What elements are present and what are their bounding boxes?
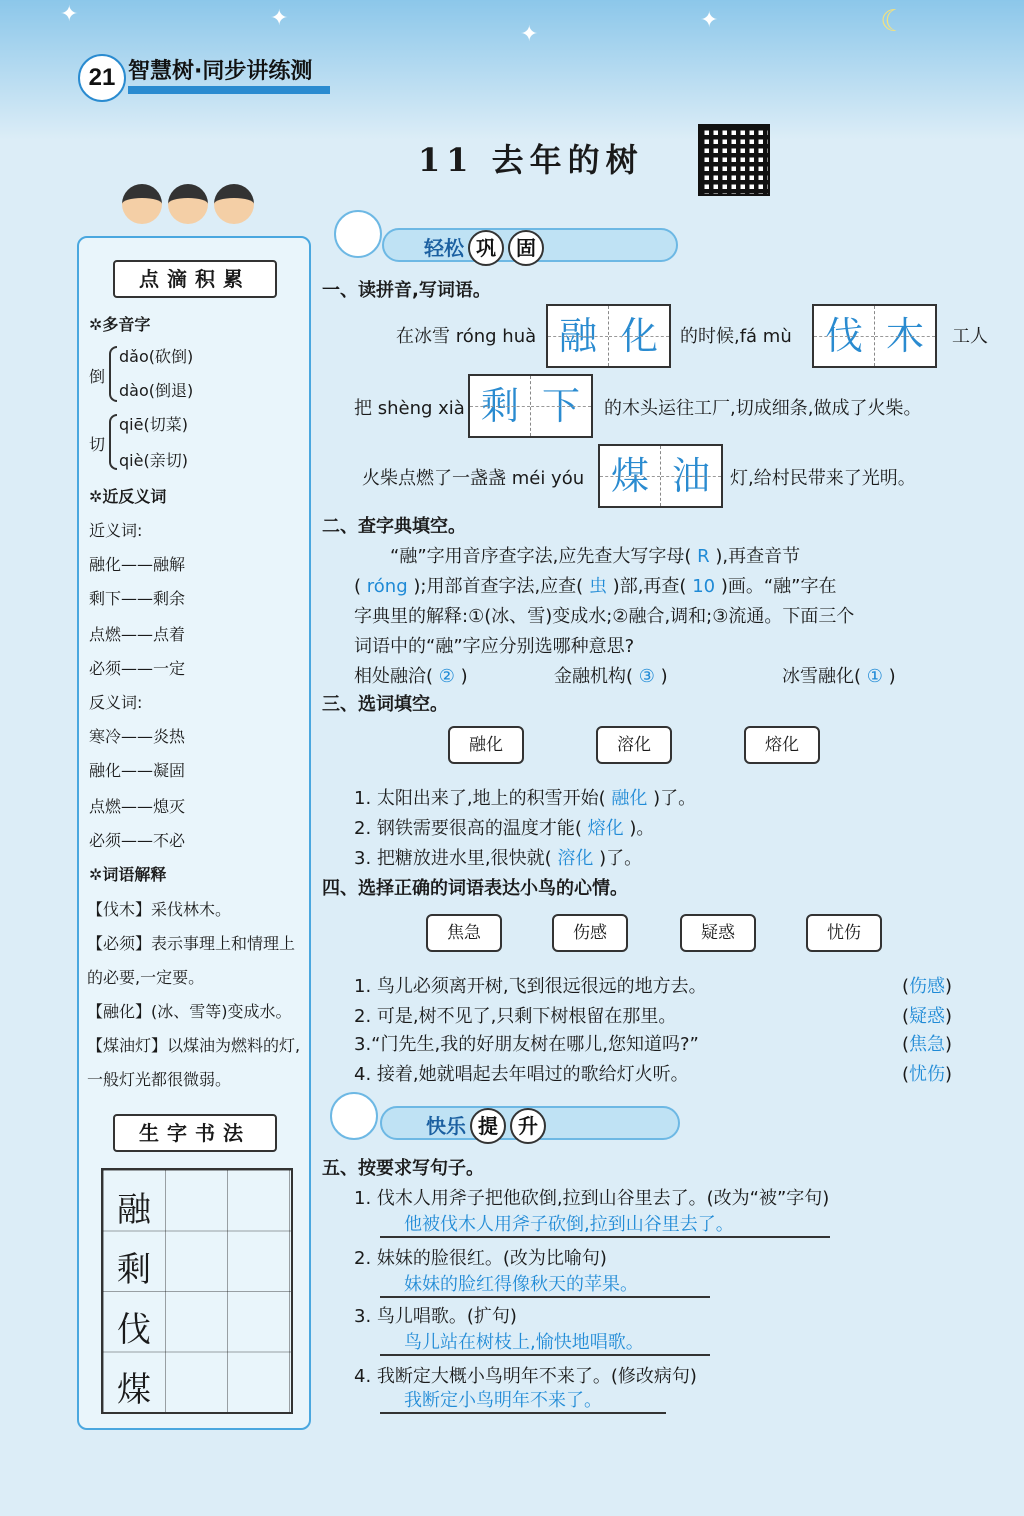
mood-option[interactable]: 忧伤	[806, 914, 882, 952]
q4-answer: (疑惑)	[902, 1006, 953, 1027]
q1-text: 把 shèng xià	[354, 398, 465, 419]
q1-text: 在冰雪 róng huà	[396, 326, 537, 347]
answer-syllable: róng	[366, 576, 408, 597]
q1-text: 的木头运往工厂,切成细条,做成了火柴。	[604, 398, 922, 419]
q3-item: 2. 钢铁需要很高的温度才能( 熔化 )。	[354, 818, 655, 839]
q4-item: 3.“门先生,我的好朋友树在哪儿,您知道吗?”	[354, 1034, 699, 1055]
star-icon: ✦	[270, 6, 289, 31]
definition-item: 【伐木】采伐林木。	[87, 900, 232, 919]
practice-char: 伐	[117, 1310, 151, 1350]
q2-word1: 相处融洽( ② )	[354, 666, 468, 687]
q2-line1: “融”字用音序查字法,应先查大写字母( R ),再查音节	[390, 546, 801, 567]
calligraphy-grid[interactable]	[101, 1168, 293, 1414]
star-icon: ✦	[520, 22, 539, 47]
antonym-pair: 点燃——熄灭	[89, 797, 186, 816]
bear-mascot-icon	[330, 1092, 378, 1140]
synonym-pair: 点燃——点着	[89, 625, 186, 644]
antonym-pair: 必须——不必	[89, 831, 186, 850]
q5-question: 4. 我断定大概小鸟明年不来了。(修改病句)	[354, 1366, 697, 1387]
polyphone-title: ✲多音字	[89, 315, 151, 334]
sidebar-notes	[77, 236, 311, 1430]
polyphone-reading: qiè(亲切)	[119, 451, 188, 470]
q2-word2: 金融机构( ③ )	[554, 666, 668, 687]
q1-text: 灯,给村民带来了光明。	[730, 468, 916, 489]
q5-question: 2. 妹妹的脸很红。(改为比喻句)	[354, 1248, 607, 1269]
section-banner-improve: 快乐 提 升	[380, 1106, 680, 1140]
polyphone-char: 倒	[89, 367, 106, 386]
brace	[109, 414, 117, 470]
book-title: 智慧树·同步讲练测	[128, 59, 313, 84]
definition-item: 【必须】表示事理上和情理上的必要,一定要。	[87, 934, 296, 987]
polyphone-reading: qiē(切菜)	[119, 415, 188, 434]
mood-option[interactable]: 伤感	[552, 914, 628, 952]
q3-item: 3. 把糖放进水里,很快就( 溶化 )了。	[354, 848, 643, 869]
polyphone-char: 切	[89, 435, 106, 454]
definition-item: 【融化】(冰、雪等)变成水。	[87, 1002, 292, 1021]
answer-box[interactable]: 剩 下	[468, 374, 593, 438]
q2-word3: 冰雪融化( ① )	[782, 666, 896, 687]
answer-box[interactable]: 融 化	[546, 304, 671, 368]
children-illustration	[118, 180, 258, 240]
q4-item: 1. 鸟儿必须离开树,飞到很远很远的地方去。	[354, 976, 707, 997]
sidebar-banner-calligraphy: 生字书法	[113, 1114, 277, 1152]
answer-letter: R	[697, 546, 710, 567]
answer-box[interactable]: 伐 木	[812, 304, 937, 368]
word-option[interactable]: 融化	[448, 726, 524, 764]
q4-title: 四、选择正确的词语表达小鸟的心情。	[322, 878, 628, 899]
polyphone-reading: dào(倒退)	[119, 381, 194, 400]
definitions	[87, 893, 301, 1097]
word-option[interactable]: 溶化	[596, 726, 672, 764]
star-icon: ✦	[700, 8, 719, 33]
brace	[109, 346, 117, 402]
answer-line	[380, 1412, 666, 1414]
q2-line3: 字典里的解释:①(冰、雪)变成水;②融合,调和;③流通。下面三个	[354, 606, 855, 627]
q5-question: 1. 伐木人用斧子把他砍倒,拉到山谷里去了。(改为“被”字句)	[354, 1188, 830, 1209]
q2-line2: ( róng );用部首查字法,应查( 虫 )部,再查( 10 )画。“融”字在	[354, 576, 837, 597]
answer-line	[380, 1296, 710, 1298]
rabbit-mascot-icon	[334, 210, 382, 258]
q1-text: 火柴点燃了一盏盏 méi yóu	[362, 468, 585, 489]
q5-answer: 我断定小鸟明年不来了。	[404, 1390, 602, 1411]
q2-title: 二、查字典填空。	[322, 516, 466, 537]
answer-line	[380, 1236, 830, 1238]
mood-option[interactable]: 疑惑	[680, 914, 756, 952]
lesson-title: 11 去年的树	[418, 141, 644, 179]
synonym-title: ✲近反义词	[89, 487, 167, 506]
synonym-label: 近义词:	[89, 521, 143, 540]
q2-line4: 词语中的“融”字应分别选哪种意思?	[354, 636, 635, 657]
synonym-pair: 融化——融解	[89, 555, 186, 574]
star-icon: ✦	[60, 2, 79, 27]
q5-question: 3. 鸟儿唱歌。(扩句)	[354, 1306, 517, 1327]
antonym-pair: 寒冷——炎热	[89, 727, 186, 746]
practice-char: 煤	[117, 1370, 151, 1410]
q5-title: 五、按要求写句子。	[322, 1158, 484, 1179]
q1-text: 的时候,fá mù	[680, 326, 792, 347]
q1-text: 工人	[952, 326, 988, 347]
qr-code-icon[interactable]	[698, 124, 770, 196]
sidebar-banner-accumulate: 点滴积累	[113, 260, 277, 298]
word-option[interactable]: 熔化	[744, 726, 820, 764]
q4-answer: (焦急)	[902, 1034, 953, 1055]
q4-answer: (忧伤)	[902, 1064, 953, 1085]
moon-icon: ☾	[880, 4, 907, 39]
answer-box[interactable]: 煤 油	[598, 444, 723, 508]
practice-char: 融	[117, 1190, 151, 1230]
antonym-label: 反义词:	[89, 693, 143, 712]
synonym-pair: 剩下——剩余	[89, 589, 186, 608]
mood-option[interactable]: 焦急	[426, 914, 502, 952]
q5-answer: 妹妹的脸红得像秋天的苹果。	[404, 1274, 638, 1295]
synonym-pair: 必须——一定	[89, 659, 186, 678]
q4-answer: (伤感)	[902, 976, 953, 997]
practice-char: 剩	[117, 1250, 151, 1290]
q4-item: 2. 可是,树不见了,只剩下树根留在那里。	[354, 1006, 677, 1027]
q5-answer: 鸟儿站在树枝上,愉快地唱歌。	[404, 1332, 644, 1353]
answer-strokes: 10	[692, 576, 716, 597]
definition-title: ✲词语解释	[89, 865, 167, 884]
q1-title: 一、读拼音,写词语。	[322, 280, 491, 301]
polyphone-reading: dǎo(砍倒)	[119, 347, 194, 366]
definition-item: 【煤油灯】以煤油为燃料的灯,一般灯光都很微弱。	[87, 1036, 301, 1089]
q5-answer: 他被伐木人用斧子砍倒,拉到山谷里去了。	[404, 1214, 734, 1235]
header-underline	[128, 86, 330, 94]
q3-item: 1. 太阳出来了,地上的积雪开始( 融化 )了。	[354, 788, 697, 809]
answer-line	[380, 1354, 710, 1356]
page-number: 21	[78, 54, 126, 102]
answer-radical: 虫	[588, 576, 607, 597]
q4-item: 4. 接着,她就唱起去年唱过的歌给灯火听。	[354, 1064, 689, 1085]
section-banner-consolidate: 轻松 巩 固	[382, 228, 678, 262]
antonym-pair: 融化——凝固	[89, 761, 186, 780]
q3-title: 三、选词填空。	[322, 694, 448, 715]
